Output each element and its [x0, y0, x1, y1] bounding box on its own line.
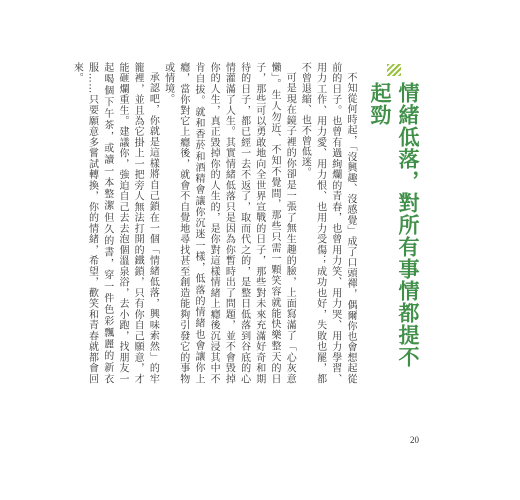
paragraph: 承認吧，你就是這樣將自己鎖在一個「情緒低落，興味索然」的牢籠裡，並且為它掛上一把旁人無法打開的鐵鎖，只有你自己願意，才能砸爛重生。建議你，強迫自己去去泡個溫泉浴，去小跑，找朋友一起喝個下午茶，或讀一本整潔但久的書，穿一件色彩飄麗的新衣服……只要願意多嘗試轉換，你的情緒，希望，歡笑和青春就都會回來。 [71, 62, 159, 384]
chapter-title: 情緒低落，對所有事情都提不起勁 [368, 82, 420, 368]
paragraph: 不知從何時起，「沒興趣、沒感覺」成了口頭禪，偶爾你也會想起從前的日子。也曾有過絢爛的青春，也曾用力笑、用力哭、用力學習、用力工作、用力愛、用力恨、也用力受傷；成功也好，失敗也罷，都不曾退縮、也不曾低迷。 [299, 62, 356, 384]
page-number: 20 [410, 435, 419, 445]
chapter-heading [368, 64, 420, 382]
body-text [71, 62, 358, 384]
paragraph: 可是現在鏡子裡的你卻是一張了無生趣的臉，上面寫滿了「心灰意懶」。生人勿近、不知不覺間，那些只需一顆笑容就能快樂整天的日子，那些可以勇敢地向全世界宣戰的日子，那些對未來充滿好奇和期待的日子，都已經一去不返了，取而代之的，是整日低落到谷底的心情灌滿了人生。其實情緒低落只是因為你暫時出了問題，並不會毀掉你的人生，真正毀掉你的人生的，是你對這樣情緒上癮後沉浸其中不肯自拔。就和香菸和酒精會讓你沉迷一樣，低落的情緒也會讓你上癮，當你對它上癮後，就會不自覺地尋找甚至創造能夠引發它的事物或情境。 [162, 62, 296, 384]
hatched-stripes-icon [387, 64, 401, 76]
